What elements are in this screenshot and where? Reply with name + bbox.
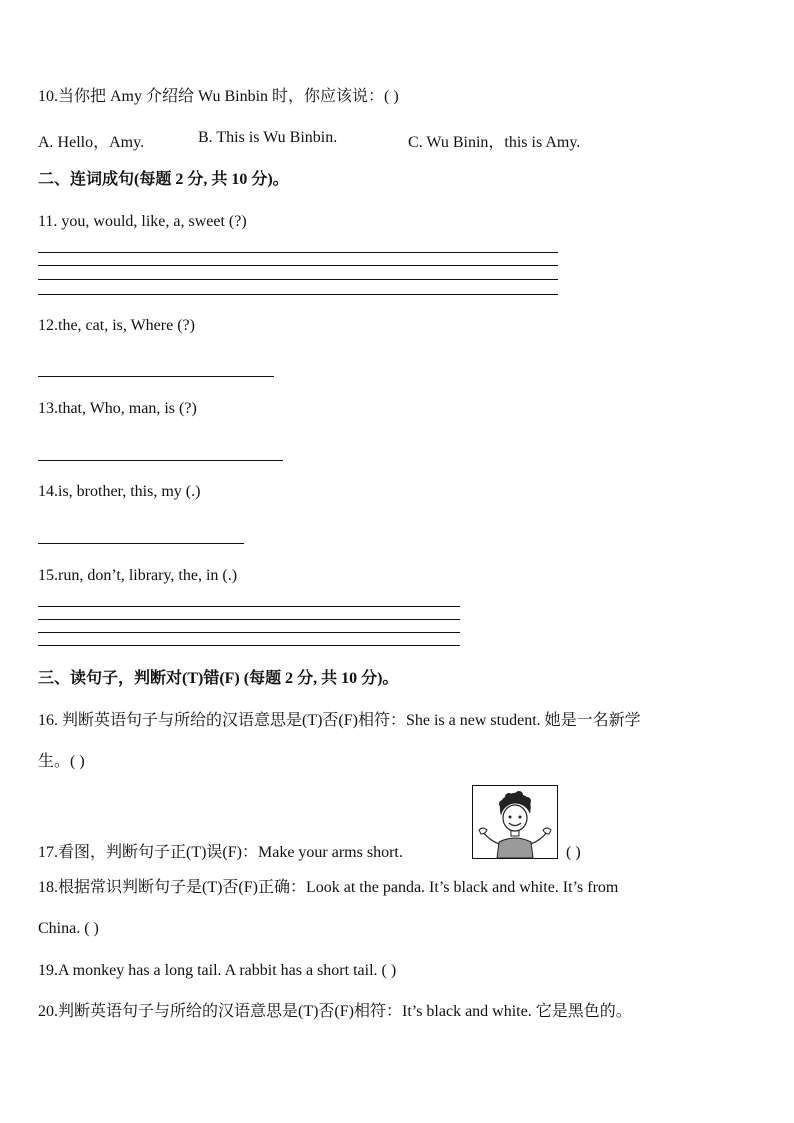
q18-prompt-line-1: 18.根据常识判断句子是(T)否(F)正确：Look at the panda. It’s black and white. It’s from — [38, 879, 619, 896]
q12-answer-line — [38, 376, 274, 377]
q11-answer-line-3 — [38, 279, 558, 280]
q18-prompt-line-2: China. ( ) — [38, 920, 99, 937]
q15-prompt: 15.run, don’t, library, the, in (.) — [38, 567, 238, 584]
q15-answer-line-4 — [38, 645, 460, 646]
q10-option-c: C. Wu Binin，this is Amy. — [408, 134, 581, 151]
boy-shrugging-icon — [473, 786, 557, 858]
q13-prompt: 13.that, Who, man, is (?) — [38, 400, 197, 417]
q10-option-a: A. Hello，Amy. — [38, 134, 145, 151]
q17-answer-paren: ( ) — [566, 844, 581, 861]
q10-prompt: 10.当你把 Amy 介绍给 Wu Binbin 时，你应该说：( ) — [38, 88, 399, 105]
q20-prompt: 20.判断英语句子与所给的汉语意思是(T)否(F)相符：It’s black and white. 它是黑色的。 — [38, 1003, 632, 1020]
q15-answer-line-1 — [38, 606, 460, 607]
q10-option-b: B. This is Wu Binbin. — [198, 129, 338, 146]
q17-prompt: 17.看图，判断句子正(T)误(F)：Make your arms short. — [38, 844, 403, 861]
q11-answer-line-4 — [38, 294, 558, 295]
q16-prompt-line-2: 生。( ) — [38, 753, 85, 770]
q15-answer-line-3 — [38, 632, 460, 633]
section-heading-3: 三、读句子，判断对(T)错(F) (每题 2 分, 共 10 分)。 — [38, 670, 399, 687]
q17-illustration — [472, 785, 558, 859]
q19-prompt: 19.A monkey has a long tail. A rabbit has a short tail. ( ) — [38, 962, 397, 979]
q13-answer-line — [38, 460, 283, 461]
q11-answer-line-2 — [38, 265, 558, 266]
q14-prompt: 14.is, brother, this, my (.) — [38, 483, 201, 500]
q11-answer-line-1 — [38, 252, 558, 253]
section-heading-2: 二、连词成句(每题 2 分, 共 10 分)。 — [38, 171, 289, 188]
q16-prompt-line-1: 16. 判断英语句子与所给的汉语意思是(T)否(F)相符：She is a new student. 她是一名新学 — [38, 712, 641, 729]
q12-prompt: 12.the, cat, is, Where (?) — [38, 317, 195, 334]
q11-prompt: 11. you, would, like, a, sweet (?) — [38, 213, 247, 230]
q15-answer-line-2 — [38, 619, 460, 620]
q14-answer-line — [38, 543, 244, 544]
